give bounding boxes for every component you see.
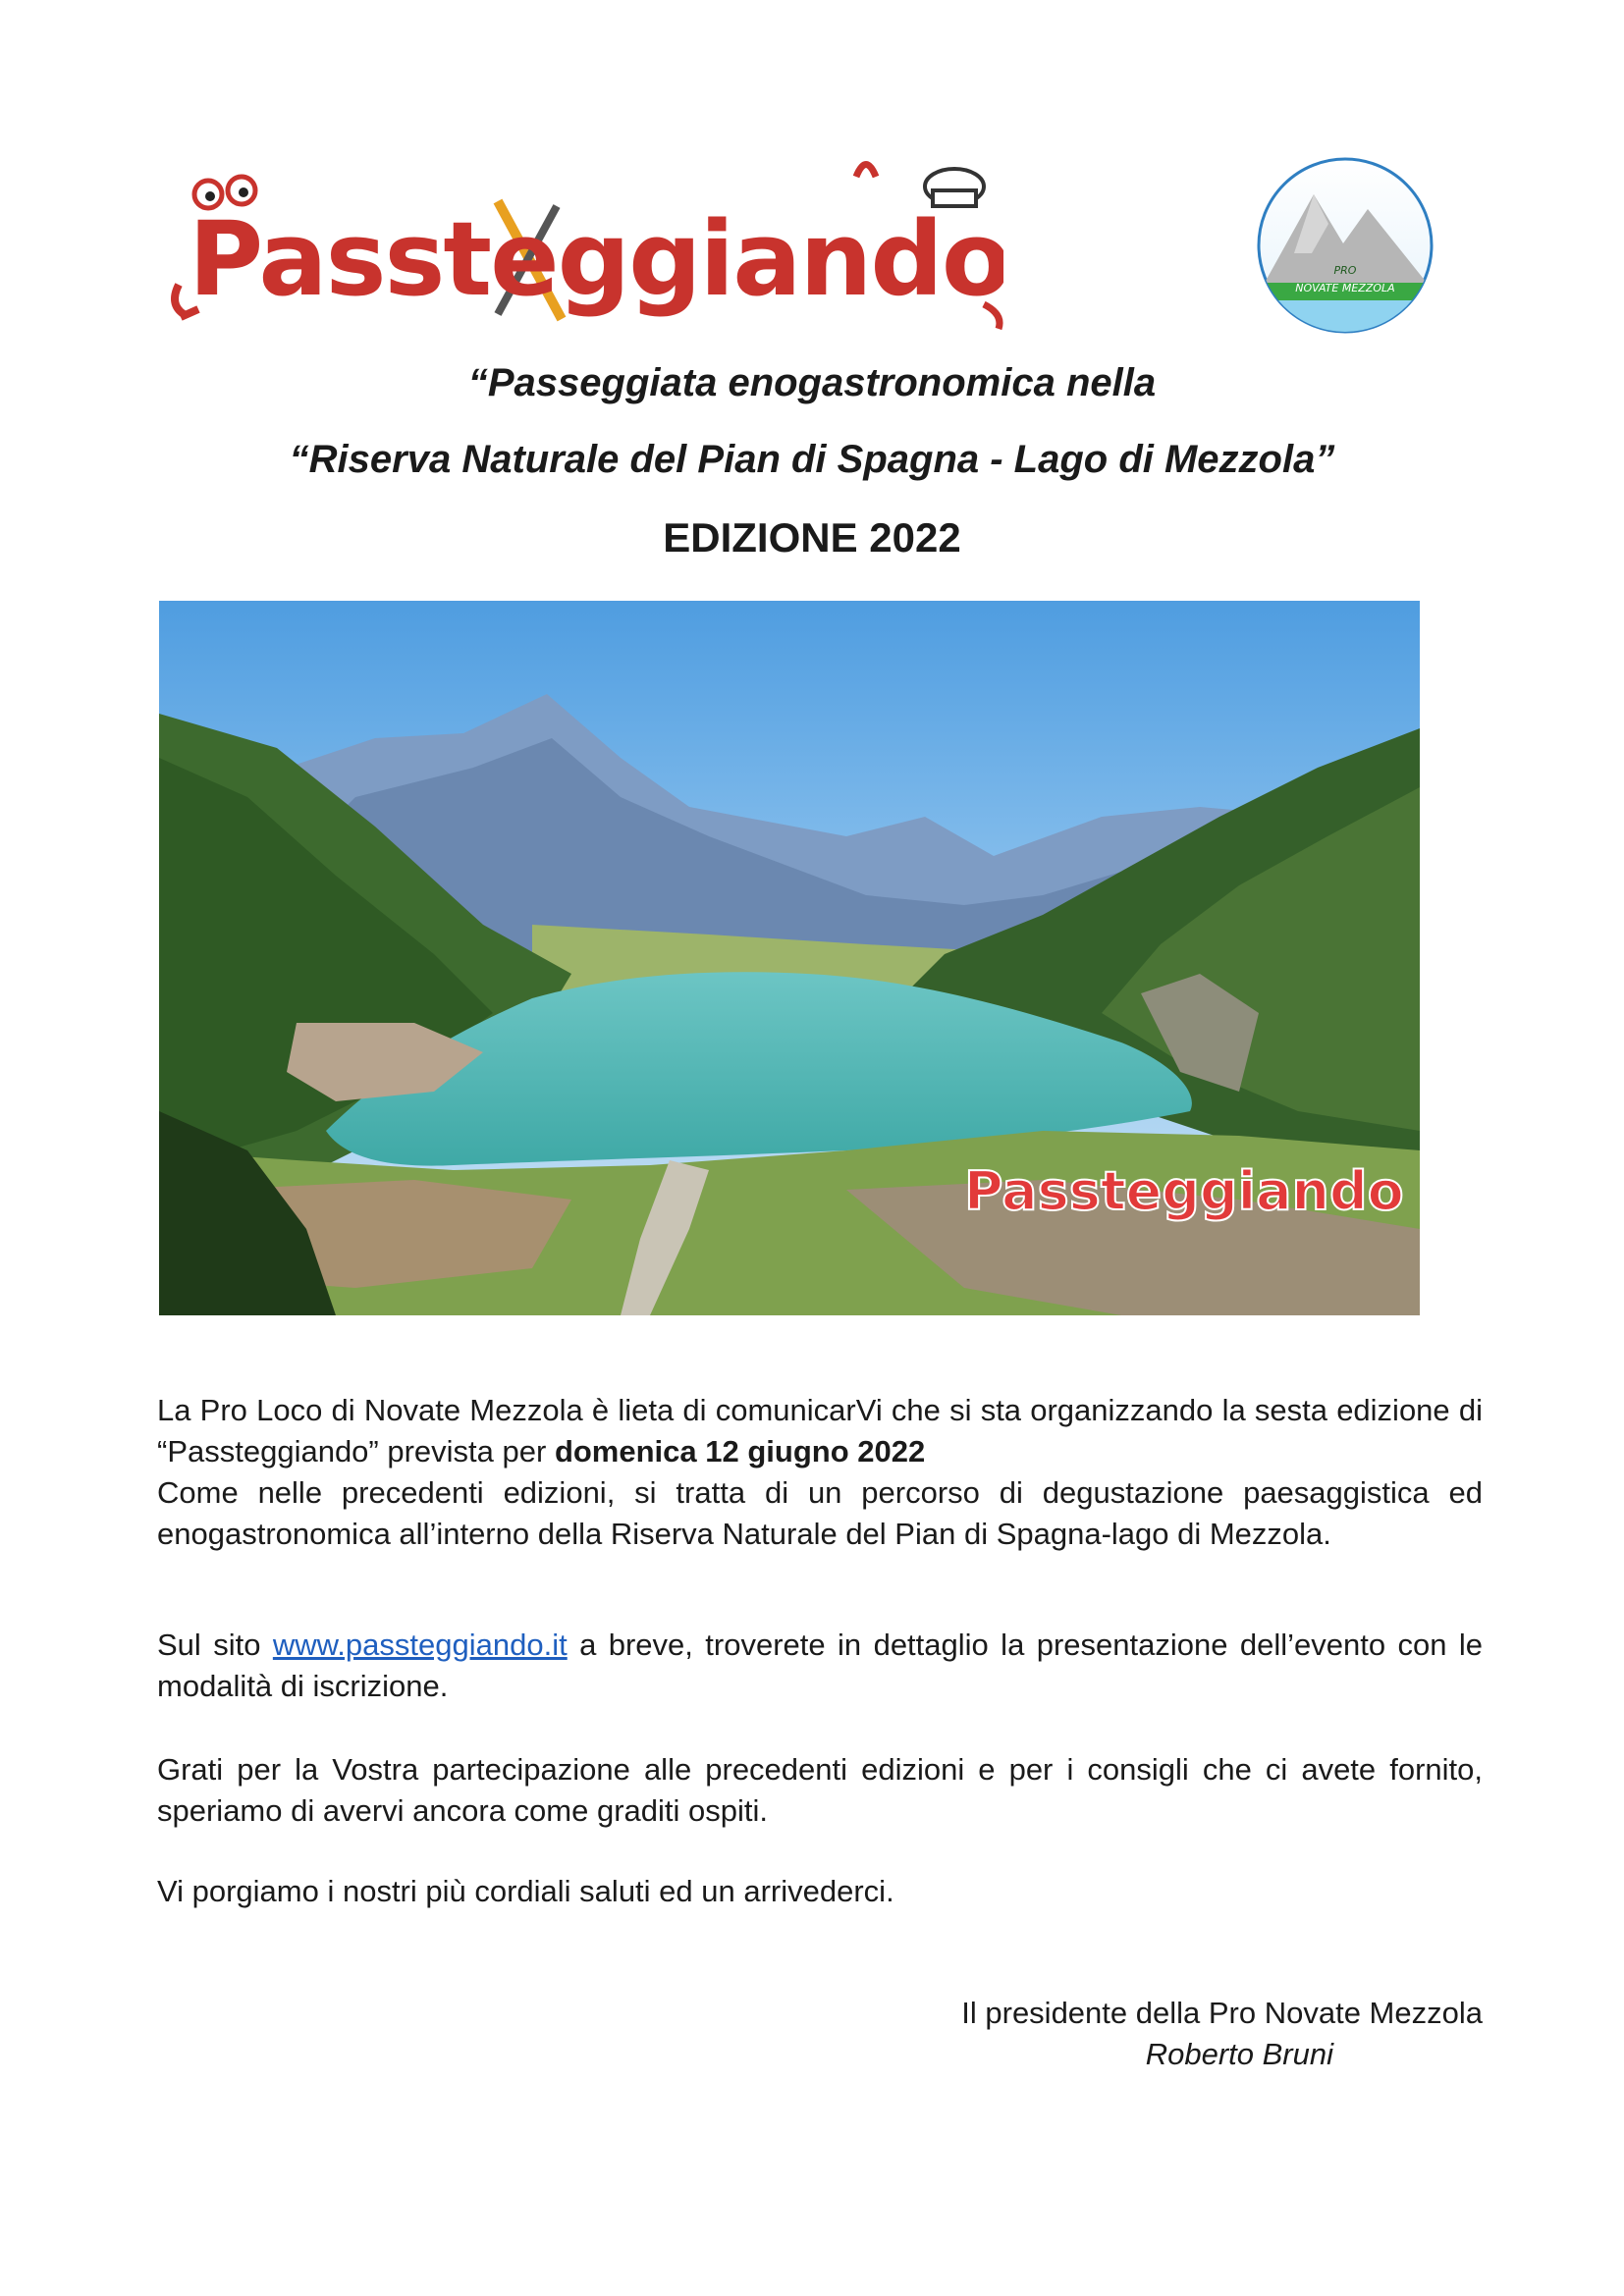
signature-role: Il presidente della Pro Novate Mezzola	[961, 1996, 1483, 2030]
signature-block	[961, 1993, 1483, 2075]
paragraph-website-continued: a breve, troverete in dettaglio la presentazione dell’evento con le modalità di iscrizione.	[157, 1628, 1483, 1703]
paragraph-website-text: Sul sito	[157, 1628, 273, 1662]
badge-line1: PRO	[1333, 264, 1357, 277]
event-date: domenica 12 giugno 2022	[554, 1434, 926, 1468]
paragraph-thanks: Grati per la Vostra partecipazione alle precedenti edizioni e per i consigli che ci avete fornito, speriamo di avervi ancora come graditi ospiti.	[157, 1752, 1483, 1828]
edition-heading: EDIZIONE 2022	[663, 514, 961, 561]
website-link[interactable]: www.passteggiando.it	[272, 1628, 568, 1662]
logo-text: Passteggiando	[189, 199, 1003, 319]
title-line-1: “Passeggiata enogastronomica nella	[467, 361, 1157, 404]
pro-novate-mezzola-badge	[1255, 155, 1435, 336]
paragraph-greetings: Vi porgiamo i nostri più cordiali saluti ed un arrivederci.	[157, 1874, 894, 1908]
paragraph-website	[157, 1625, 1483, 1707]
paragraph-intro-text: La Pro Loco di Novate Mezzola è lieta di comunicarVi che si sta organizzando la sesta edizione di “Passteggiando” prevista per	[157, 1393, 1483, 1468]
signature-name: Roberto Bruni	[1145, 2037, 1333, 2071]
passteggiando-logo	[169, 147, 1003, 334]
badge-line2: NOVATE MEZZOLA	[1295, 282, 1395, 294]
photo-watermark-logo: Passteggiando	[964, 1160, 1404, 1222]
title-line-2: “Riserva Naturale del Pian di Spagna - Lago di Mezzola”	[289, 438, 1335, 481]
paragraph-intro	[157, 1390, 1483, 1555]
paragraph-intro-continued: Come nelle precedenti edizioni, si tratta di un percorso di degustazione paesaggistica ed enogastronomica all’interno della Riserva Naturale del Pian di Spagna-lago di Mezzola.	[157, 1475, 1483, 1551]
lake-mezzola-photo	[159, 601, 1420, 1315]
